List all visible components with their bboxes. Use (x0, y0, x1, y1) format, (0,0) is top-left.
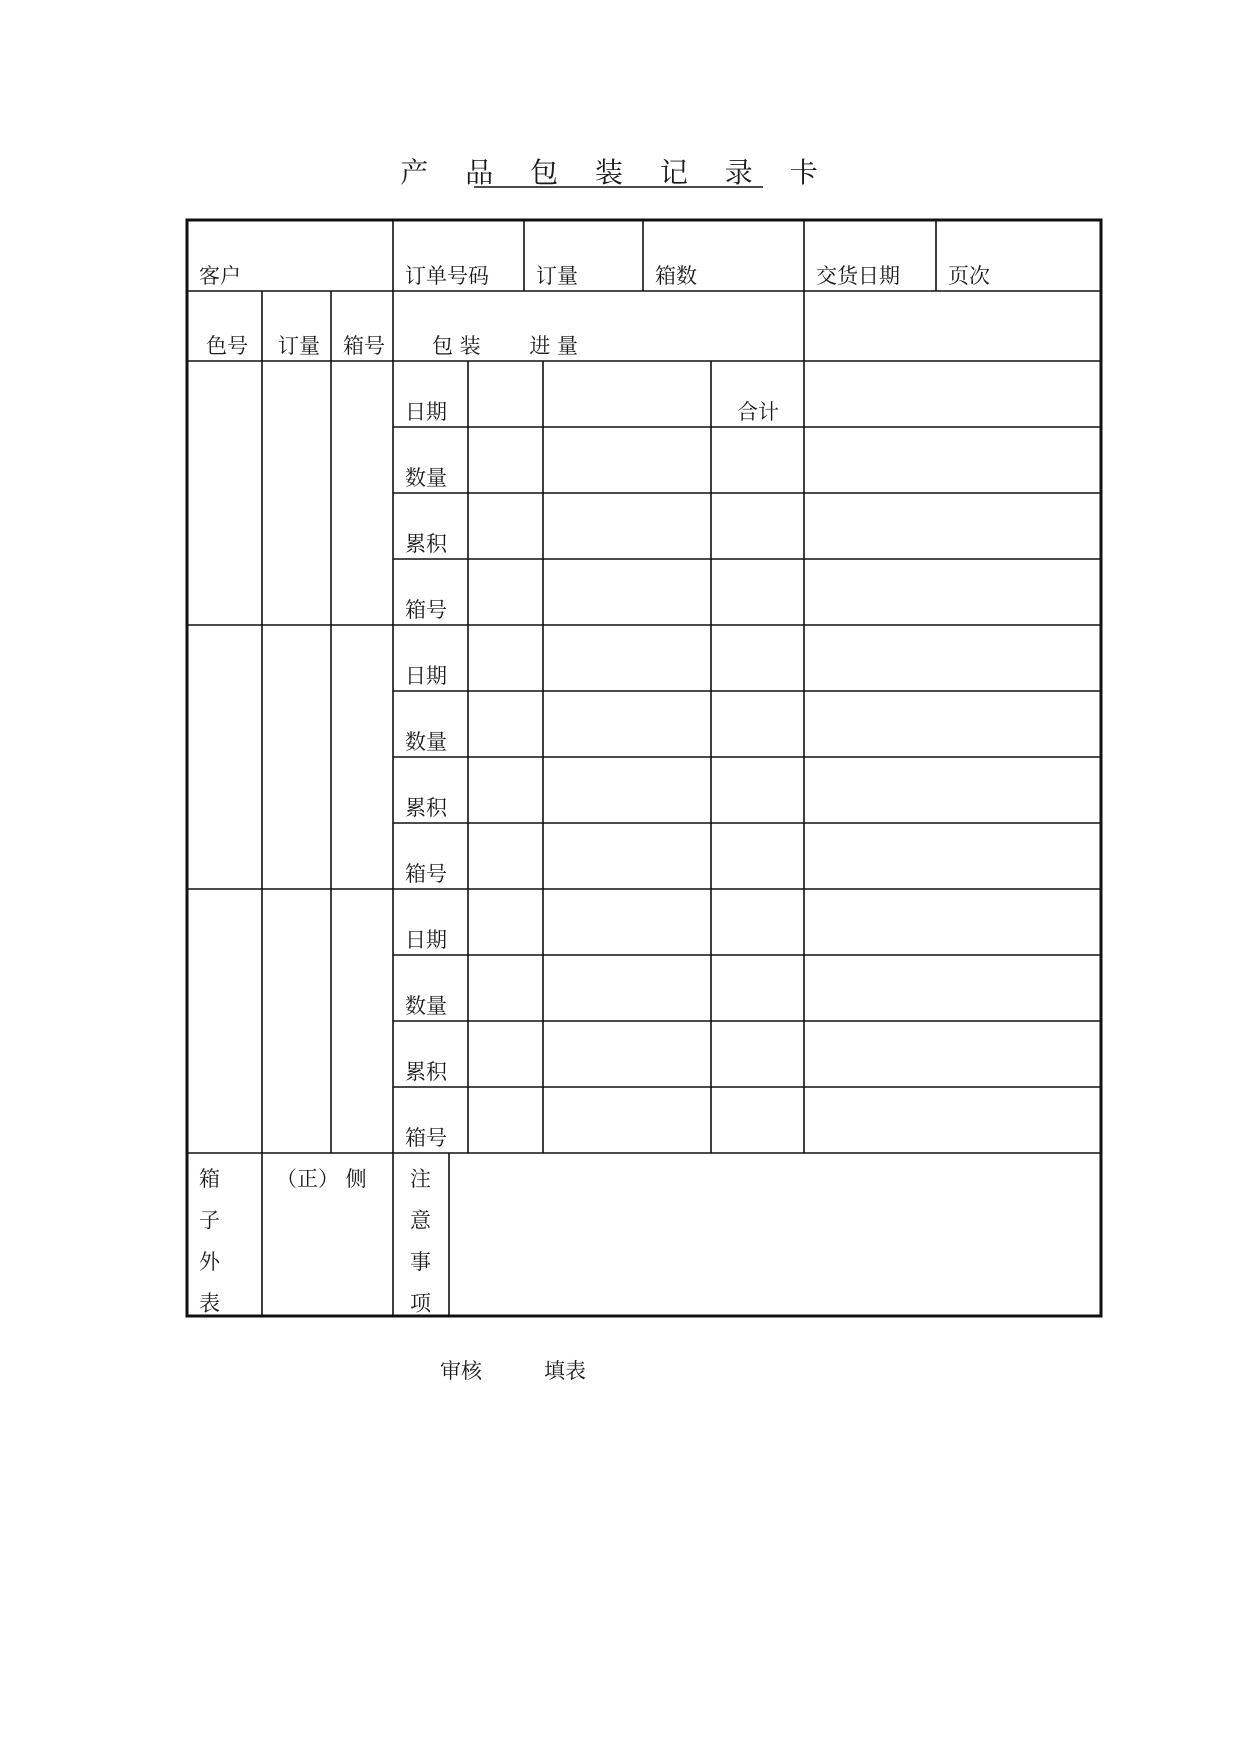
notes-char: 意 (410, 1208, 431, 1233)
order-quantity-sub-label: 订量 (278, 334, 320, 358)
page-number-label: 页次 (948, 264, 990, 288)
carton-exterior-char: 箱 (199, 1167, 220, 1191)
cumulative-row-label: 累积 (405, 1060, 447, 1084)
carton-number-row-label: 箱号 (405, 598, 447, 622)
carton-number-label: 箱号 (343, 334, 385, 358)
date-row-label: 日期 (405, 928, 447, 952)
date-row-label: 日期 (405, 400, 447, 424)
carton-side-label: （正） 侧 (276, 1167, 367, 1191)
cumulative-row-label: 累积 (405, 532, 447, 556)
customer-label: 客户 (199, 264, 241, 288)
table-grid (187, 220, 1101, 1316)
notes-char: 注 (410, 1167, 431, 1191)
fill-in-label: 填表 (544, 1359, 586, 1383)
notes-label (410, 1167, 432, 1316)
carton-exterior-label (199, 1167, 221, 1316)
cumulative-row-label: 累积 (405, 796, 447, 820)
color-number-label: 色号 (206, 334, 248, 358)
notes-char: 事 (410, 1250, 431, 1274)
carton-exterior-char: 表 (199, 1291, 220, 1316)
carton-exterior-char: 外 (199, 1250, 220, 1274)
carton-exterior-char: 子 (199, 1208, 220, 1233)
carton-count-label: 箱数 (655, 264, 697, 288)
table-border (187, 220, 1101, 1316)
carton-number-row-label: 箱号 (405, 1126, 447, 1150)
quantity-row-label: 数量 (405, 994, 447, 1018)
date-row-label: 日期 (405, 664, 447, 688)
review-label: 审核 (440, 1359, 482, 1383)
quantity-row-label: 数量 (405, 466, 447, 490)
order-number-label: 订单号码 (405, 264, 489, 288)
row-labels (405, 400, 448, 1150)
document-title: 产 品 包 装 记 录 卡 (400, 156, 832, 189)
order-quantity-label: 订量 (536, 264, 578, 288)
carton-number-row-label: 箱号 (405, 862, 447, 886)
delivery-date-label: 交货日期 (816, 264, 900, 288)
total-label: 合计 (737, 400, 779, 424)
packing-progress-label: 包 装 进 量 (432, 334, 579, 358)
notes-char: 项 (410, 1291, 431, 1316)
quantity-row-label: 数量 (405, 730, 447, 754)
